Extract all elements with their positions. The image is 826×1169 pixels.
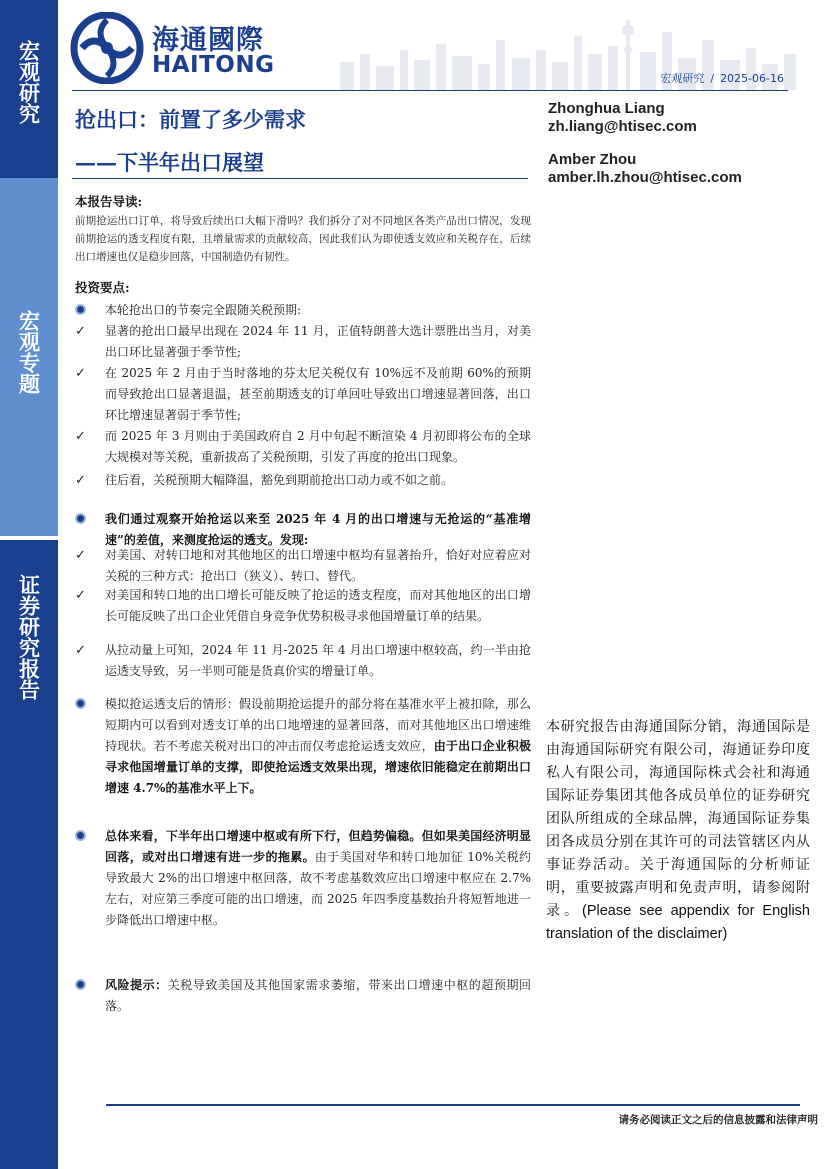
check-item-1 (75, 321, 531, 363)
bullet-dot-icon (75, 304, 86, 315)
sidebar-label-topic: 宏观专题 (0, 178, 58, 588)
check-item-5 (75, 545, 531, 587)
footer-divider (106, 1104, 800, 1106)
check-item-4 (75, 470, 531, 491)
bullet-dot-icon (75, 513, 86, 524)
point-5 (75, 975, 531, 1017)
check-icon: ✓ (75, 324, 86, 339)
report-meta (660, 70, 784, 86)
check-item-2 (75, 363, 531, 426)
risk-label: 风险提示： (105, 978, 168, 992)
author-name-2: Amber Zhou (548, 151, 637, 168)
point-4-emphasis: 总体来看，下半年出口增速中枢或有所下行，但趋势偏稳。但如果美国经济明显回落，或对出口增速有进一步的拖累。 (105, 829, 531, 864)
check-item-6 (75, 585, 531, 627)
report-subtitle: ——下半年出口展望 (75, 150, 264, 175)
point-1 (75, 300, 531, 321)
point-3-text: 模拟抢运透支后的情形：假设前期抢运提升的部分将在基准水平上被扣除，那么短期内可以看到对透支订单的出口地增速的显著回落，而对其他地区出口增速维持现状。若不考虑关税对出口的冲击而仅考虑抢运透支效应， (105, 697, 531, 753)
check-icon: ✓ (75, 473, 86, 488)
logo-text-cn: 海通國際 (152, 25, 264, 56)
check-icon: ✓ (75, 588, 86, 603)
check-item-6-text: 对美国和转口地的出口增长可能反映了抢运的透支程度，而对其他地区的出口增长可能反映了出口企业凭借自身竞争优势积极寻求他国增量订单的结果。 (105, 588, 531, 623)
sidebar (0, 0, 58, 1169)
title-divider (72, 178, 528, 179)
author-email-2[interactable]: amber.lh.zhou@htisec.com (548, 169, 742, 186)
check-item-1-text: 显著的抢出口最早出现在 2024 年 11 月，正值特朗普大选计票胜出当月，对美出口环比显著强于季节性; (105, 324, 531, 359)
point-4-text: 由于美国对华和转口地加征 10%关税约导致最大 2%的出口增速中枢回落，故不考虑基数效应出口增速中枢应在 2.7%左右，对应第三季度可能的出口增速，而 2025 年四季度基数抬升将短暂地进一步降低出口增速中枢。 (105, 850, 531, 927)
report-category: 宏观研究 (660, 72, 705, 85)
check-item-4-text: 往后看，关税预期大幅降温，豁免到期前抢出口动力或不如之前。 (105, 473, 454, 487)
point-1-text: 本轮抢出口的节奏完全跟随关税预期: (105, 303, 302, 317)
point-3-emphasis: 由于出口企业积极寻求他国增量订单的支撑，即使抢运透支效果出现，增速依旧能稳定在前期出口增速 4.7%的基准水平上下。 (105, 739, 531, 795)
author-name-1: Zhonghua Liang (548, 100, 665, 117)
point-4 (75, 826, 531, 931)
logo-text-en: HAITONG (152, 52, 275, 78)
point-3 (75, 694, 531, 799)
haitong-emblem-icon (70, 12, 144, 84)
points-heading: 投资要点: (75, 280, 130, 295)
disclaimer (546, 716, 810, 946)
check-item-7 (75, 640, 531, 682)
check-item-7-text: 从拉动量上可知，2024 年 11 月-2025 年 4 月出口增速中枢较高，约一半由抢运透支导致，另一半则可能是货真价实的增量订单。 (105, 643, 531, 678)
check-item-3-text: 而 2025 年 3 月则由于美国政府自 2 月中旬起不断渲染 4 月初即将公布的全球大规模对等关税，重新拔高了关税预期，引发了再度的抢出口现象。 (105, 429, 531, 464)
sidebar-label-research: 宏观研究 (0, 0, 58, 178)
bullet-dot-icon (75, 698, 86, 709)
point-2-text: 我们通过观察开始抢运以来至 2025 年 4 月的出口增速与无抢运的“基准增速”的差值，来测度抢运的透支。发现: (105, 512, 531, 547)
report-date: 2025-06-16 (720, 72, 784, 85)
check-icon: ✓ (75, 643, 86, 658)
guide-text: 前期抢运出口订单，将导致后续出口大幅下滑吗？我们拆分了对不同地区各类产品出口情况，发现前期抢运的透支程度有限，且增量需求的贡献较高，因此我们认为即使透支效应和关税存在，后续出口增速也仅是稳步回落，中国制造仍有韧性。 (75, 215, 531, 263)
check-icon: ✓ (75, 548, 86, 563)
disclaimer-en: (Please see appendix for English translation of the disclaimer) (546, 903, 810, 942)
check-item-3 (75, 426, 531, 468)
check-item-2-text: 在 2025 年 2 月由于当时落地的芬太尼关税仅有 10%远不及前期 60%的预期而导致抢出口显著退温，甚至前期透支的订单回吐导致出口增速显著回落，出口环比增速显著弱于季节性; (105, 366, 531, 422)
bullet-dot-icon (75, 830, 86, 841)
author-email-1[interactable]: zh.liang@htisec.com (548, 118, 697, 135)
check-item-5-text: 对美国、对转口地和对其他地区的出口增速中枢均有显著抬升，恰好对应着应对关税的三种方式：抢出口（狭义）、转口、替代。 (105, 548, 531, 583)
guide-heading: 本报告导读: (75, 194, 143, 209)
meta-separator: / (710, 72, 715, 85)
bullet-dot-icon (75, 979, 86, 990)
check-icon: ✓ (75, 429, 86, 444)
report-title: 抢出口：前置了多少需求 (75, 107, 306, 132)
footer-notice: 请务必阅读正文之后的信息披露和法律声明 (618, 1114, 818, 1126)
risk-text: 关税导致美国及其他国家需求萎缩，带来出口增速中枢的超预期回落。 (105, 978, 531, 1013)
check-icon: ✓ (75, 366, 86, 381)
header-divider (72, 90, 788, 91)
disclaimer-cn: 本研究报告由海通国际分销，海通国际是由海通国际研究有限公司，海通证券印度私人有限公司，海通国际株式会社和海通国际证券集团其他各成员单位的证券研究团队所组成的全球品牌，海通国际证券集团各成员分别在其许可的司法管辖区内从事证券活动。关于海通国际的分析师证明，重要披露声明和免责声明，请参阅附录。 (546, 719, 810, 919)
sidebar-label-report: 证券研究报告 (0, 540, 58, 1169)
